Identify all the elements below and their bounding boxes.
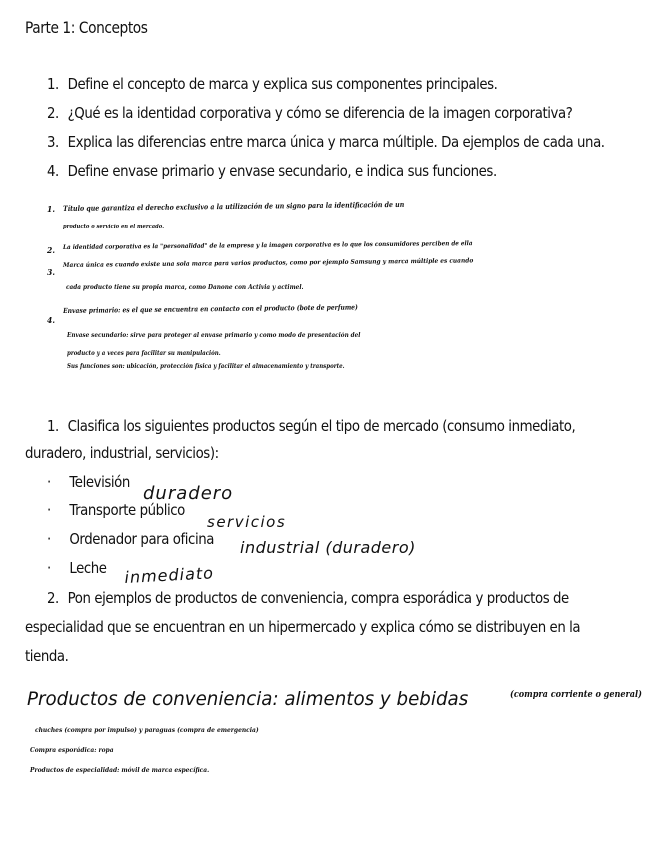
part-title: Parte 1: Conceptos xyxy=(25,18,148,37)
question-number: 2. xyxy=(47,589,59,607)
answer-1-line-2: producto o servicio en el mercado. xyxy=(63,224,165,230)
answer-2-line-1: La identidad corporativa es la "personalidad" de la empresa y la imagen corporativa es lo que los consumidores perciben de ella xyxy=(63,240,473,251)
question-1 xyxy=(47,75,497,93)
question-2 xyxy=(47,104,572,122)
question-number: 4. xyxy=(47,162,59,180)
answer-convenience-line-2: chuches (compra por impulso) y paraguas (compra de emergencia) xyxy=(35,726,259,734)
item-label: Ordenador para oficina xyxy=(69,530,214,548)
answer-milk: inmediato xyxy=(124,563,215,587)
answer-2-number: 2. xyxy=(47,246,55,256)
answer-3-line-2: cada producto tiene su propia marca, como Danone con Activia y actimel. xyxy=(66,283,304,291)
answer-3-number: 3. xyxy=(47,268,55,278)
list-item-television xyxy=(47,473,130,491)
question-number: 1. xyxy=(47,75,59,93)
answer-television: duradero xyxy=(143,483,234,504)
answer-1-number: 1. xyxy=(47,205,55,215)
s2-question-2-cont-1: especialidad que se encuentran en un hipermercado y explica cómo se distribuyen en la xyxy=(25,618,581,636)
answer-public-transport: servicios xyxy=(207,513,287,531)
s2-question-2 xyxy=(47,589,569,607)
question-number: 2. xyxy=(47,104,59,122)
answer-convenience: Productos de conveniencia: alimentos y bebidas xyxy=(27,688,469,710)
item-label: Leche xyxy=(69,559,107,577)
question-text: Define el concepto de marca y explica sus componentes principales. xyxy=(67,75,498,93)
bullet: · xyxy=(47,530,51,548)
item-label: Transporte público xyxy=(69,501,185,519)
answer-specialty: Productos de especialidad: móvil de marca específica. xyxy=(30,766,210,774)
s2-question-1 xyxy=(47,417,575,435)
answer-4-number: 4. xyxy=(47,316,55,326)
question-4 xyxy=(47,162,497,180)
answer-1-line-1: Título que garantiza el derecho exclusivo a la utilización de un signo para la identificación de un xyxy=(63,199,405,213)
answer-convenience-note: (compra corriente o general) xyxy=(510,690,642,700)
answer-sporadic: Compra esporádica: ropa xyxy=(30,746,114,754)
answer-3-line-1: Marca única es cuando existe una sola marca para varios productos, como por ejemplo Samsung y marca múltiple es cuando xyxy=(63,257,474,269)
answer-4-line-1: Envase primario: es el que se encuentra en contacto con el producto (bote de perfume) xyxy=(63,302,358,315)
answer-4-line-3: producto y a veces para facilitar su manipulación. xyxy=(67,350,221,357)
bullet: · xyxy=(47,501,51,519)
list-item-office-computer xyxy=(47,530,214,548)
answer-4-line-2: Envase secundario: sirve para proteger al envase primario y como modo de presentación del xyxy=(67,332,361,339)
bullet: · xyxy=(47,473,51,491)
list-item-milk xyxy=(47,559,107,577)
question-number: 1. xyxy=(47,417,59,435)
answer-office-computer: industrial (duradero) xyxy=(240,538,416,557)
question-text: Explica las diferencias entre marca única y marca múltiple. Da ejemplos de cada una. xyxy=(67,133,605,151)
question-text: Clasifica los siguientes productos según el tipo de mercado (consumo inmediato, xyxy=(67,417,576,435)
question-text: ¿Qué es la identidad corporativa y cómo se diferencia de la imagen corporativa? xyxy=(67,104,573,122)
question-number: 3. xyxy=(47,133,59,151)
question-text: Pon ejemplos de productos de conveniencia, compra esporádica y productos de xyxy=(67,589,569,607)
s2-question-1-cont: duradero, industrial, servicios): xyxy=(25,444,219,462)
answer-4-line-4: Sus funciones son: ubicación, protección física y facilitar el almacenamiento y transporte. xyxy=(67,363,345,370)
question-3 xyxy=(47,133,605,151)
item-label: Televisión xyxy=(69,473,130,491)
s2-question-2-cont-2: tienda. xyxy=(25,647,69,665)
bullet: · xyxy=(47,559,51,577)
question-text: Define envase primario y envase secundario, e indica sus funciones. xyxy=(67,162,497,180)
